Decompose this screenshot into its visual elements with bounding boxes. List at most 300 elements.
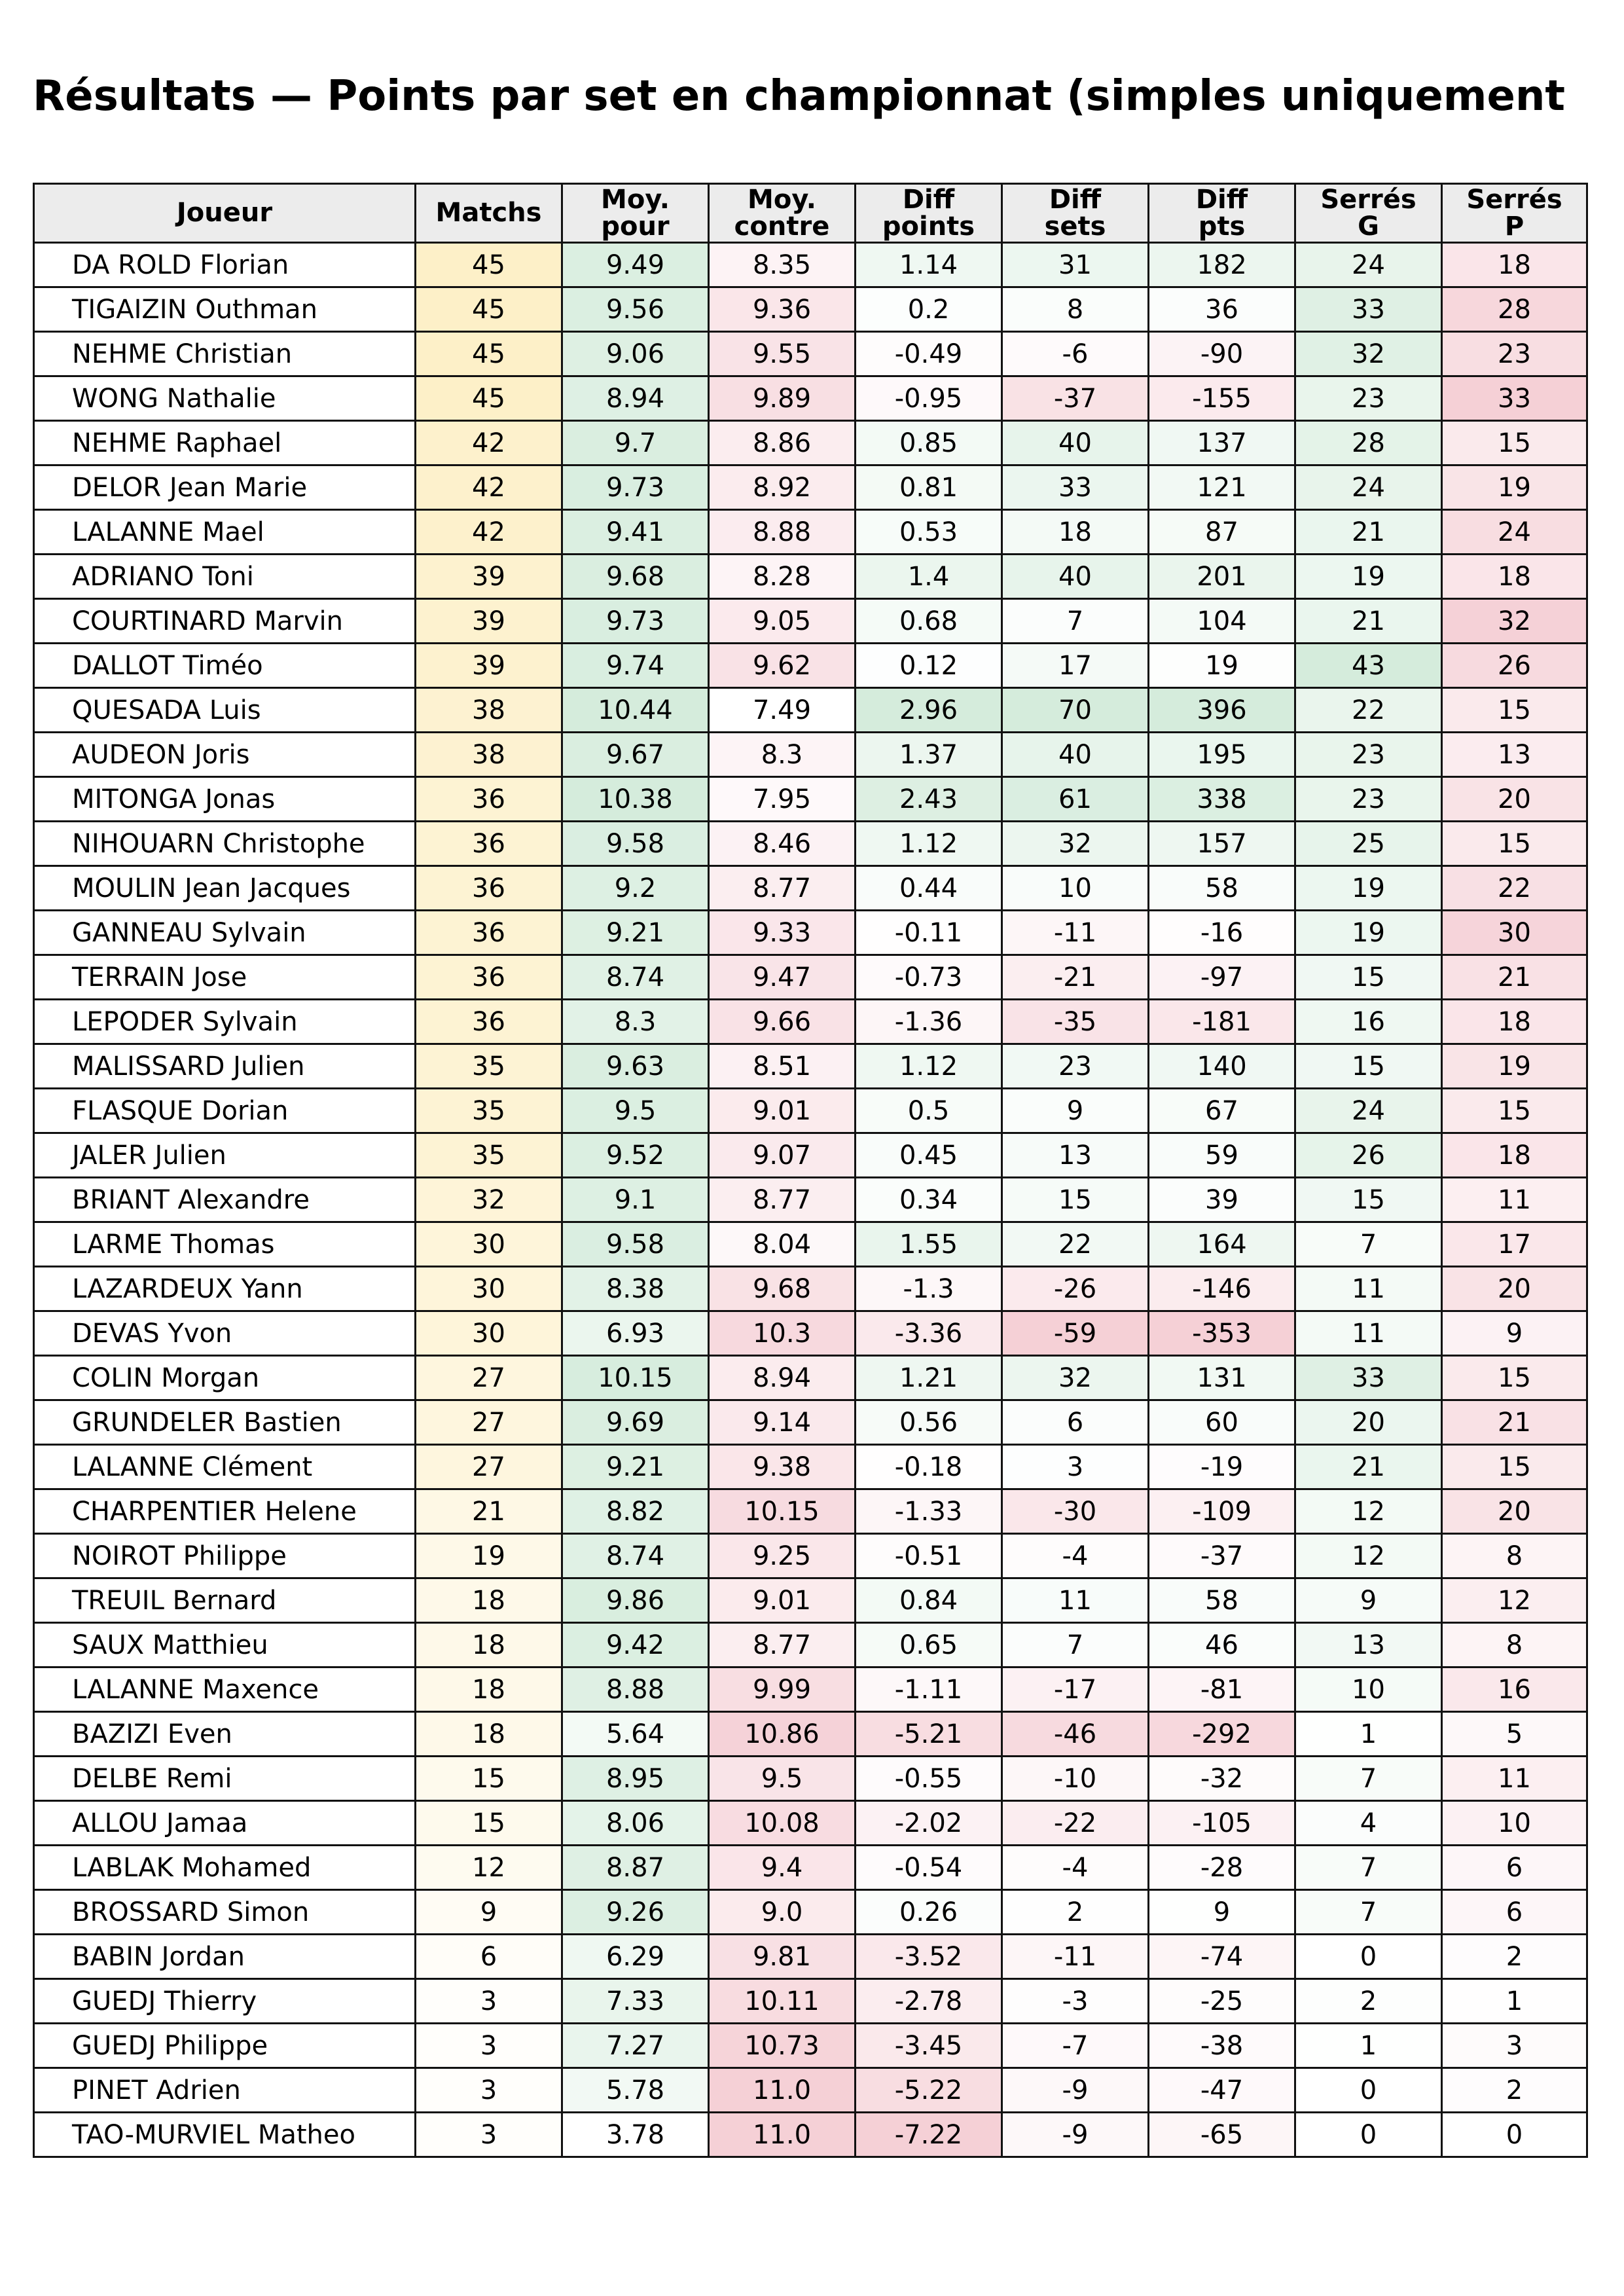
cell-serres-g: 9 xyxy=(1295,1578,1442,1623)
cell-moy-contre: 9.38 xyxy=(709,1445,856,1489)
table-row xyxy=(34,1222,1587,1267)
cell-diff-sets: -10 xyxy=(1002,1757,1149,1801)
cell-moy-contre: 8.88 xyxy=(709,510,856,555)
table-row xyxy=(34,510,1587,555)
cell-matchs: 3 xyxy=(416,2024,562,2068)
cell-diff-sets: 32 xyxy=(1002,822,1149,866)
cell-moy-contre: 8.94 xyxy=(709,1356,856,1400)
player-name-cell: NOIROT Philippe xyxy=(34,1534,416,1578)
col-header-line: Joueur xyxy=(176,198,273,228)
cell-diff-points: 0.84 xyxy=(856,1578,1002,1623)
cell-diff-sets: 33 xyxy=(1002,465,1149,510)
cell-moy-contre: 9.0 xyxy=(709,1890,856,1935)
cell-diff-sets: -46 xyxy=(1002,1712,1149,1757)
cell-matchs: 6 xyxy=(416,1935,562,1979)
table-row xyxy=(34,1445,1587,1489)
cell-serres-p: 32 xyxy=(1442,599,1587,644)
cell-diff-sets: 3 xyxy=(1002,1445,1149,1489)
cell-moy-contre: 10.86 xyxy=(709,1712,856,1757)
table-row xyxy=(34,1667,1587,1712)
cell-moy-contre: 9.62 xyxy=(709,644,856,688)
cell-diff-sets: -11 xyxy=(1002,1935,1149,1979)
cell-diff-pts: 39 xyxy=(1149,1178,1295,1222)
cell-serres-g: 33 xyxy=(1295,1356,1442,1400)
table-row xyxy=(34,1935,1587,1979)
cell-matchs: 39 xyxy=(416,555,562,599)
cell-serres-p: 2 xyxy=(1442,2068,1587,2113)
cell-diff-points: 0.34 xyxy=(856,1178,1002,1222)
cell-moy-pour: 9.42 xyxy=(562,1623,709,1667)
col-header-line: Diff xyxy=(1195,184,1248,215)
cell-diff-sets: 23 xyxy=(1002,1044,1149,1089)
cell-serres-p: 6 xyxy=(1442,1846,1587,1890)
cell-diff-sets: 18 xyxy=(1002,510,1149,555)
page-title: Résultats — Points par set en championnat (simples uniquement xyxy=(33,72,1565,120)
cell-moy-pour: 9.74 xyxy=(562,644,709,688)
cell-diff-sets: -4 xyxy=(1002,1846,1149,1890)
cell-diff-points: 1.21 xyxy=(856,1356,1002,1400)
player-name-cell: NIHOUARN Christophe xyxy=(34,822,416,866)
cell-diff-pts: 201 xyxy=(1149,555,1295,599)
cell-serres-p: 9 xyxy=(1442,1311,1587,1356)
cell-diff-points: 1.55 xyxy=(856,1222,1002,1267)
cell-diff-sets: 10 xyxy=(1002,866,1149,911)
cell-serres-g: 11 xyxy=(1295,1311,1442,1356)
cell-serres-p: 8 xyxy=(1442,1534,1587,1578)
cell-diff-pts: -146 xyxy=(1149,1267,1295,1311)
cell-diff-sets: -22 xyxy=(1002,1801,1149,1846)
cell-diff-points: -0.73 xyxy=(856,955,1002,1000)
cell-moy-pour: 9.58 xyxy=(562,1222,709,1267)
cell-moy-pour: 7.33 xyxy=(562,1979,709,2024)
cell-moy-contre: 9.68 xyxy=(709,1267,856,1311)
cell-matchs: 45 xyxy=(416,332,562,376)
cell-moy-contre: 8.35 xyxy=(709,243,856,287)
cell-moy-pour: 9.58 xyxy=(562,822,709,866)
cell-serres-g: 24 xyxy=(1295,243,1442,287)
cell-moy-contre: 9.25 xyxy=(709,1534,856,1578)
table-row xyxy=(34,1801,1587,1846)
cell-moy-contre: 9.07 xyxy=(709,1133,856,1178)
cell-diff-sets: -3 xyxy=(1002,1979,1149,2024)
table-row xyxy=(34,1757,1587,1801)
cell-diff-points: 1.4 xyxy=(856,555,1002,599)
cell-diff-pts: -105 xyxy=(1149,1801,1295,1846)
table-row xyxy=(34,1178,1587,1222)
cell-diff-sets: 6 xyxy=(1002,1400,1149,1445)
table-row xyxy=(34,1489,1587,1534)
cell-moy-pour: 9.49 xyxy=(562,243,709,287)
cell-diff-pts: 58 xyxy=(1149,1578,1295,1623)
cell-serres-p: 15 xyxy=(1442,1356,1587,1400)
player-name-cell: LALANNE Mael xyxy=(34,510,416,555)
table-row xyxy=(34,777,1587,822)
player-name-cell: LARME Thomas xyxy=(34,1222,416,1267)
cell-diff-sets: -17 xyxy=(1002,1667,1149,1712)
cell-serres-g: 26 xyxy=(1295,1133,1442,1178)
cell-serres-g: 2 xyxy=(1295,1979,1442,2024)
cell-moy-pour: 9.73 xyxy=(562,465,709,510)
cell-matchs: 21 xyxy=(416,1489,562,1534)
cell-matchs: 42 xyxy=(416,465,562,510)
col-header-line: Serrés xyxy=(1320,184,1416,215)
cell-diff-points: 0.81 xyxy=(856,465,1002,510)
cell-diff-pts: 36 xyxy=(1149,287,1295,332)
cell-moy-contre: 10.73 xyxy=(709,2024,856,2068)
cell-diff-pts: 131 xyxy=(1149,1356,1295,1400)
cell-serres-g: 12 xyxy=(1295,1534,1442,1578)
cell-diff-pts: 58 xyxy=(1149,866,1295,911)
cell-serres-p: 0 xyxy=(1442,2113,1587,2157)
cell-matchs: 30 xyxy=(416,1222,562,1267)
cell-moy-pour: 8.95 xyxy=(562,1757,709,1801)
cell-matchs: 27 xyxy=(416,1356,562,1400)
player-name-cell: BROSSARD Simon xyxy=(34,1890,416,1935)
cell-matchs: 35 xyxy=(416,1133,562,1178)
cell-diff-sets: -30 xyxy=(1002,1489,1149,1534)
cell-moy-pour: 5.78 xyxy=(562,2068,709,2113)
cell-serres-g: 43 xyxy=(1295,644,1442,688)
player-name-cell: NEHME Christian xyxy=(34,332,416,376)
cell-serres-p: 20 xyxy=(1442,1489,1587,1534)
cell-diff-points: -1.11 xyxy=(856,1667,1002,1712)
cell-matchs: 42 xyxy=(416,510,562,555)
cell-diff-points: 1.12 xyxy=(856,1044,1002,1089)
cell-serres-g: 1 xyxy=(1295,1712,1442,1757)
cell-diff-points: 0.56 xyxy=(856,1400,1002,1445)
table-row xyxy=(34,555,1587,599)
player-name-cell: PINET Adrien xyxy=(34,2068,416,2113)
cell-moy-pour: 8.74 xyxy=(562,955,709,1000)
cell-diff-sets: 40 xyxy=(1002,555,1149,599)
cell-diff-points: -0.51 xyxy=(856,1534,1002,1578)
cell-serres-g: 24 xyxy=(1295,465,1442,510)
cell-serres-g: 21 xyxy=(1295,1445,1442,1489)
cell-diff-points: -1.33 xyxy=(856,1489,1002,1534)
cell-matchs: 45 xyxy=(416,243,562,287)
cell-diff-pts: 67 xyxy=(1149,1089,1295,1133)
cell-matchs: 45 xyxy=(416,376,562,421)
player-name-cell: MITONGA Jonas xyxy=(34,777,416,822)
col-header-line: pour xyxy=(601,211,670,242)
cell-serres-g: 21 xyxy=(1295,510,1442,555)
cell-diff-points: 0.65 xyxy=(856,1623,1002,1667)
cell-serres-g: 19 xyxy=(1295,555,1442,599)
cell-diff-sets: 11 xyxy=(1002,1578,1149,1623)
cell-diff-points: 2.96 xyxy=(856,688,1002,733)
cell-diff-pts: -65 xyxy=(1149,2113,1295,2157)
player-name-cell: CHARPENTIER Helene xyxy=(34,1489,416,1534)
cell-diff-pts: 137 xyxy=(1149,421,1295,465)
player-name-cell: TREUIL Bernard xyxy=(34,1578,416,1623)
cell-diff-sets: 7 xyxy=(1002,599,1149,644)
cell-moy-pour: 9.56 xyxy=(562,287,709,332)
cell-diff-sets: -9 xyxy=(1002,2113,1149,2157)
cell-diff-points: -0.54 xyxy=(856,1846,1002,1890)
cell-matchs: 30 xyxy=(416,1267,562,1311)
cell-serres-p: 18 xyxy=(1442,1133,1587,1178)
cell-serres-p: 20 xyxy=(1442,1267,1587,1311)
cell-diff-sets: 7 xyxy=(1002,1623,1149,1667)
cell-diff-points: 0.5 xyxy=(856,1089,1002,1133)
cell-moy-pour: 8.94 xyxy=(562,376,709,421)
cell-diff-points: 0.45 xyxy=(856,1133,1002,1178)
cell-diff-points: -1.36 xyxy=(856,1000,1002,1044)
cell-diff-sets: -7 xyxy=(1002,2024,1149,2068)
cell-diff-pts: 121 xyxy=(1149,465,1295,510)
table-row xyxy=(34,911,1587,955)
cell-matchs: 38 xyxy=(416,688,562,733)
cell-diff-pts: 164 xyxy=(1149,1222,1295,1267)
table-row xyxy=(34,376,1587,421)
cell-serres-p: 1 xyxy=(1442,1979,1587,2024)
cell-serres-p: 23 xyxy=(1442,332,1587,376)
cell-matchs: 36 xyxy=(416,822,562,866)
cell-moy-contre: 11.0 xyxy=(709,2068,856,2113)
cell-diff-sets: -9 xyxy=(1002,2068,1149,2113)
cell-matchs: 3 xyxy=(416,1979,562,2024)
cell-diff-pts: -90 xyxy=(1149,332,1295,376)
cell-moy-pour: 9.21 xyxy=(562,911,709,955)
cell-serres-g: 7 xyxy=(1295,1222,1442,1267)
table-row xyxy=(34,1356,1587,1400)
table-row xyxy=(34,688,1587,733)
cell-moy-pour: 8.88 xyxy=(562,1667,709,1712)
cell-serres-g: 32 xyxy=(1295,332,1442,376)
cell-matchs: 45 xyxy=(416,287,562,332)
cell-diff-pts: -47 xyxy=(1149,2068,1295,2113)
cell-moy-contre: 9.01 xyxy=(709,1089,856,1133)
cell-diff-sets: 13 xyxy=(1002,1133,1149,1178)
table-row xyxy=(34,1846,1587,1890)
player-name-cell: GANNEAU Sylvain xyxy=(34,911,416,955)
cell-moy-contre: 8.51 xyxy=(709,1044,856,1089)
cell-diff-pts: 19 xyxy=(1149,644,1295,688)
player-name-cell: LALANNE Clément xyxy=(34,1445,416,1489)
cell-serres-g: 0 xyxy=(1295,2113,1442,2157)
cell-matchs: 3 xyxy=(416,2068,562,2113)
cell-serres-p: 6 xyxy=(1442,1890,1587,1935)
cell-diff-points: 0.53 xyxy=(856,510,1002,555)
table-row xyxy=(34,2068,1587,2113)
cell-diff-points: 2.43 xyxy=(856,777,1002,822)
cell-diff-points: -3.52 xyxy=(856,1935,1002,1979)
table-row xyxy=(34,1890,1587,1935)
cell-diff-sets: -59 xyxy=(1002,1311,1149,1356)
cell-serres-p: 18 xyxy=(1442,1000,1587,1044)
cell-matchs: 12 xyxy=(416,1846,562,1890)
player-name-cell: TERRAIN Jose xyxy=(34,955,416,1000)
cell-diff-sets: -6 xyxy=(1002,332,1149,376)
cell-serres-p: 11 xyxy=(1442,1178,1587,1222)
cell-serres-g: 20 xyxy=(1295,1400,1442,1445)
cell-serres-g: 24 xyxy=(1295,1089,1442,1133)
col-header-line: P xyxy=(1504,211,1525,242)
cell-diff-sets: 32 xyxy=(1002,1356,1149,1400)
cell-moy-contre: 10.08 xyxy=(709,1801,856,1846)
cell-diff-points: -7.22 xyxy=(856,2113,1002,2157)
cell-moy-contre: 11.0 xyxy=(709,2113,856,2157)
table-row xyxy=(34,465,1587,510)
cell-serres-p: 5 xyxy=(1442,1712,1587,1757)
cell-serres-g: 21 xyxy=(1295,599,1442,644)
player-name-cell: LEPODER Sylvain xyxy=(34,1000,416,1044)
cell-serres-p: 30 xyxy=(1442,911,1587,955)
cell-moy-pour: 9.26 xyxy=(562,1890,709,1935)
player-name-cell: DEVAS Yvon xyxy=(34,1311,416,1356)
cell-matchs: 18 xyxy=(416,1667,562,1712)
cell-diff-sets: -37 xyxy=(1002,376,1149,421)
cell-diff-points: -0.11 xyxy=(856,911,1002,955)
col-header-moy-pour xyxy=(562,184,709,243)
cell-diff-sets: -26 xyxy=(1002,1267,1149,1311)
cell-matchs: 42 xyxy=(416,421,562,465)
cell-matchs: 18 xyxy=(416,1712,562,1757)
cell-diff-points: -5.21 xyxy=(856,1712,1002,1757)
cell-diff-pts: -109 xyxy=(1149,1489,1295,1534)
cell-moy-pour: 9.06 xyxy=(562,332,709,376)
cell-diff-points: 1.12 xyxy=(856,822,1002,866)
cell-serres-g: 15 xyxy=(1295,1044,1442,1089)
cell-moy-pour: 8.74 xyxy=(562,1534,709,1578)
cell-moy-contre: 8.77 xyxy=(709,866,856,911)
cell-diff-pts: 338 xyxy=(1149,777,1295,822)
cell-moy-pour: 10.38 xyxy=(562,777,709,822)
cell-moy-pour: 9.2 xyxy=(562,866,709,911)
col-header-line: G xyxy=(1358,211,1379,242)
cell-matchs: 3 xyxy=(416,2113,562,2157)
cell-serres-g: 0 xyxy=(1295,2068,1442,2113)
col-header-line: Moy. xyxy=(748,184,816,215)
table-row xyxy=(34,1044,1587,1089)
table-body xyxy=(34,243,1587,2157)
cell-moy-contre: 9.55 xyxy=(709,332,856,376)
table-row xyxy=(34,243,1587,287)
cell-moy-contre: 9.47 xyxy=(709,955,856,1000)
cell-diff-pts: 59 xyxy=(1149,1133,1295,1178)
cell-diff-pts: 46 xyxy=(1149,1623,1295,1667)
cell-matchs: 36 xyxy=(416,1000,562,1044)
cell-diff-points: -0.95 xyxy=(856,376,1002,421)
cell-serres-g: 33 xyxy=(1295,287,1442,332)
cell-serres-p: 22 xyxy=(1442,866,1587,911)
cell-moy-pour: 6.93 xyxy=(562,1311,709,1356)
cell-moy-pour: 9.67 xyxy=(562,733,709,777)
player-name-cell: COURTINARD Marvin xyxy=(34,599,416,644)
cell-moy-contre: 9.5 xyxy=(709,1757,856,1801)
cell-diff-pts: -25 xyxy=(1149,1979,1295,2024)
cell-diff-points: -0.18 xyxy=(856,1445,1002,1489)
col-header-line: Serrés xyxy=(1466,184,1562,215)
cell-diff-pts: -32 xyxy=(1149,1757,1295,1801)
cell-serres-p: 20 xyxy=(1442,777,1587,822)
cell-moy-pour: 9.63 xyxy=(562,1044,709,1089)
col-header-line: sets xyxy=(1044,211,1106,242)
cell-diff-points: 1.14 xyxy=(856,243,1002,287)
cell-moy-pour: 9.52 xyxy=(562,1133,709,1178)
cell-moy-contre: 8.77 xyxy=(709,1623,856,1667)
cell-moy-pour: 10.44 xyxy=(562,688,709,733)
cell-serres-g: 4 xyxy=(1295,1801,1442,1846)
cell-moy-pour: 10.15 xyxy=(562,1356,709,1400)
cell-diff-sets: -35 xyxy=(1002,1000,1149,1044)
cell-serres-g: 25 xyxy=(1295,822,1442,866)
cell-matchs: 18 xyxy=(416,1623,562,1667)
table-row xyxy=(34,1000,1587,1044)
cell-serres-p: 15 xyxy=(1442,1445,1587,1489)
cell-matchs: 36 xyxy=(416,866,562,911)
cell-moy-contre: 9.66 xyxy=(709,1000,856,1044)
cell-diff-pts: -155 xyxy=(1149,376,1295,421)
cell-moy-contre: 9.89 xyxy=(709,376,856,421)
cell-serres-g: 23 xyxy=(1295,376,1442,421)
player-name-cell: WONG Nathalie xyxy=(34,376,416,421)
cell-serres-g: 15 xyxy=(1295,955,1442,1000)
cell-diff-pts: 104 xyxy=(1149,599,1295,644)
cell-serres-g: 28 xyxy=(1295,421,1442,465)
cell-serres-g: 10 xyxy=(1295,1667,1442,1712)
cell-diff-sets: 40 xyxy=(1002,421,1149,465)
player-name-cell: FLASQUE Dorian xyxy=(34,1089,416,1133)
cell-moy-pour: 8.82 xyxy=(562,1489,709,1534)
cell-moy-pour: 8.3 xyxy=(562,1000,709,1044)
cell-matchs: 30 xyxy=(416,1311,562,1356)
cell-serres-p: 3 xyxy=(1442,2024,1587,2068)
cell-diff-sets: 31 xyxy=(1002,243,1149,287)
cell-moy-contre: 7.95 xyxy=(709,777,856,822)
cell-matchs: 38 xyxy=(416,733,562,777)
cell-moy-pour: 5.64 xyxy=(562,1712,709,1757)
cell-moy-contre: 8.92 xyxy=(709,465,856,510)
player-name-cell: QUESADA Luis xyxy=(34,688,416,733)
cell-moy-pour: 9.69 xyxy=(562,1400,709,1445)
player-name-cell: NEHME Raphael xyxy=(34,421,416,465)
cell-moy-contre: 8.77 xyxy=(709,1178,856,1222)
col-header-line: points xyxy=(882,211,975,242)
cell-matchs: 35 xyxy=(416,1044,562,1089)
table-row xyxy=(34,1089,1587,1133)
cell-diff-pts: 195 xyxy=(1149,733,1295,777)
player-name-cell: AUDEON Joris xyxy=(34,733,416,777)
cell-diff-sets: 61 xyxy=(1002,777,1149,822)
cell-diff-pts: -353 xyxy=(1149,1311,1295,1356)
cell-moy-pour: 9.68 xyxy=(562,555,709,599)
cell-serres-p: 21 xyxy=(1442,955,1587,1000)
cell-diff-sets: 17 xyxy=(1002,644,1149,688)
cell-moy-pour: 9.1 xyxy=(562,1178,709,1222)
player-name-cell: DALLOT Timéo xyxy=(34,644,416,688)
cell-diff-points: 0.12 xyxy=(856,644,1002,688)
col-header-line: Diff xyxy=(1049,184,1102,215)
cell-serres-p: 26 xyxy=(1442,644,1587,688)
player-name-cell: LAZARDEUX Yann xyxy=(34,1267,416,1311)
cell-diff-sets: 70 xyxy=(1002,688,1149,733)
cell-diff-points: -0.55 xyxy=(856,1757,1002,1801)
cell-moy-contre: 9.99 xyxy=(709,1667,856,1712)
cell-diff-points: -2.78 xyxy=(856,1979,1002,2024)
col-header-line: Moy. xyxy=(601,184,670,215)
cell-diff-sets: 8 xyxy=(1002,287,1149,332)
player-name-cell: DELOR Jean Marie xyxy=(34,465,416,510)
cell-serres-p: 28 xyxy=(1442,287,1587,332)
cell-matchs: 15 xyxy=(416,1757,562,1801)
table-row xyxy=(34,733,1587,777)
cell-diff-sets: 22 xyxy=(1002,1222,1149,1267)
cell-matchs: 36 xyxy=(416,911,562,955)
cell-serres-p: 11 xyxy=(1442,1757,1587,1801)
cell-diff-pts: -81 xyxy=(1149,1667,1295,1712)
header-row xyxy=(34,184,1587,243)
